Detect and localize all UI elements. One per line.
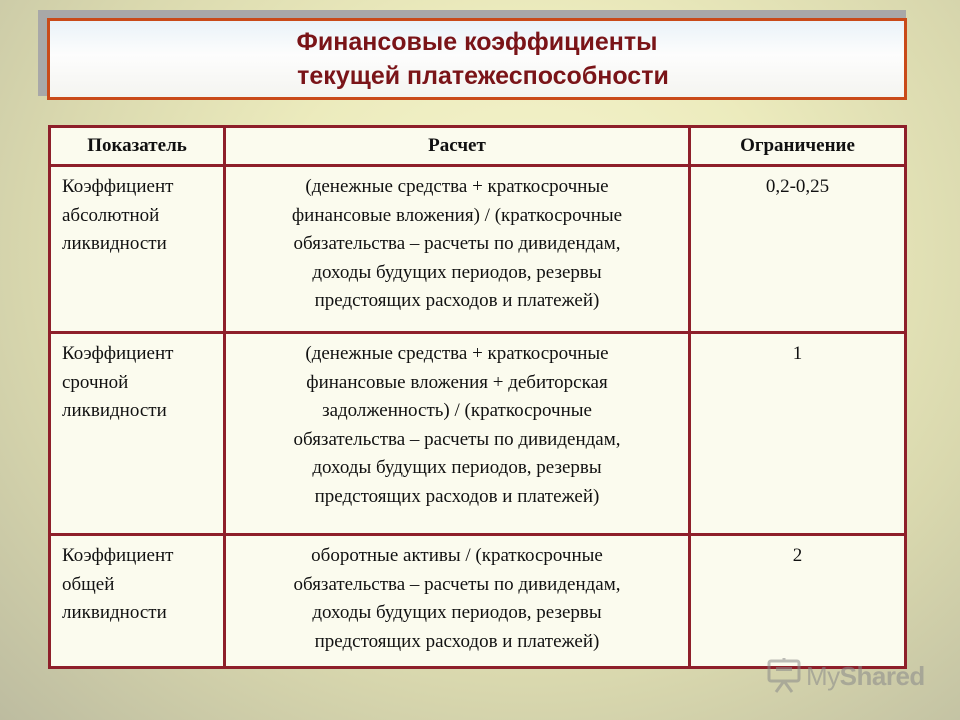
- limit-cell: 0,2-0,25: [690, 166, 906, 333]
- indicator-line: абсолютной: [62, 204, 160, 226]
- table-row: [50, 333, 906, 535]
- indicator-line: Коэффициент: [62, 343, 174, 364]
- calc-line: оборотные активы / (краткосрочные: [311, 545, 603, 566]
- header-calculation: Расчет: [225, 127, 690, 166]
- limit-cell: 2: [690, 535, 906, 668]
- calc-line: (денежные средства + краткосрочные: [305, 343, 609, 364]
- calculation-cell: [225, 166, 690, 333]
- indicator-cell: [50, 166, 225, 333]
- indicator-cell: [50, 333, 225, 535]
- table-row: [50, 535, 906, 668]
- indicator-line: Коэффициент: [62, 545, 174, 566]
- calc-line: предстоящих расходов и платежей): [314, 630, 600, 652]
- calc-line: обязательства – расчеты по дивидендам,: [293, 233, 621, 254]
- calc-line: предстоящих расходов и платежей): [314, 485, 600, 507]
- indicator-line: ликвидности: [62, 400, 167, 421]
- header-indicator: Показатель: [50, 127, 225, 166]
- calc-line: предстоящих расходов и платежей): [314, 290, 600, 311]
- indicator-line: Коэффициент: [62, 176, 174, 197]
- indicator-line: общей: [62, 573, 115, 595]
- table-header-row: [50, 127, 906, 166]
- ratios-table: [48, 125, 907, 669]
- calc-line: обязательства – расчеты по дивидендам,: [293, 428, 621, 450]
- calc-line: доходы будущих периодов, резервы: [312, 457, 602, 478]
- calculation-cell: [225, 535, 690, 668]
- watermark-part1: My: [806, 660, 840, 691]
- title-box: [47, 18, 907, 100]
- indicator-line: ликвидности: [62, 602, 167, 623]
- calculation-cell: [225, 333, 690, 535]
- title-line-1: Финансовые коэффициенты: [296, 28, 658, 56]
- table-row: [50, 166, 906, 333]
- indicator-line: срочной: [62, 371, 129, 393]
- calc-line: (денежные средства + краткосрочные: [305, 176, 609, 197]
- calc-line: доходы будущих периодов, резервы: [312, 602, 602, 623]
- indicator-cell: [50, 535, 225, 668]
- calc-line: задолженность) / (краткосрочные: [322, 400, 592, 421]
- title-line-2: текущей платежеспособности: [297, 62, 669, 90]
- indicator-line: ликвидности: [62, 233, 167, 254]
- watermark-text: [806, 661, 925, 692]
- limit-cell: 1: [690, 333, 906, 535]
- presentation-board-icon: [766, 658, 804, 694]
- calc-line: обязательства – расчеты по дивидендам,: [293, 573, 621, 595]
- header-limit: Ограничение: [690, 127, 906, 166]
- calc-line: финансовые вложения + дебиторская: [306, 371, 608, 393]
- calc-line: доходы будущих периодов, резервы: [312, 261, 602, 283]
- watermark-part2: Shared: [839, 660, 925, 691]
- calc-line: финансовые вложения) / (краткосрочные: [291, 204, 623, 226]
- myshared-watermark: [766, 656, 926, 696]
